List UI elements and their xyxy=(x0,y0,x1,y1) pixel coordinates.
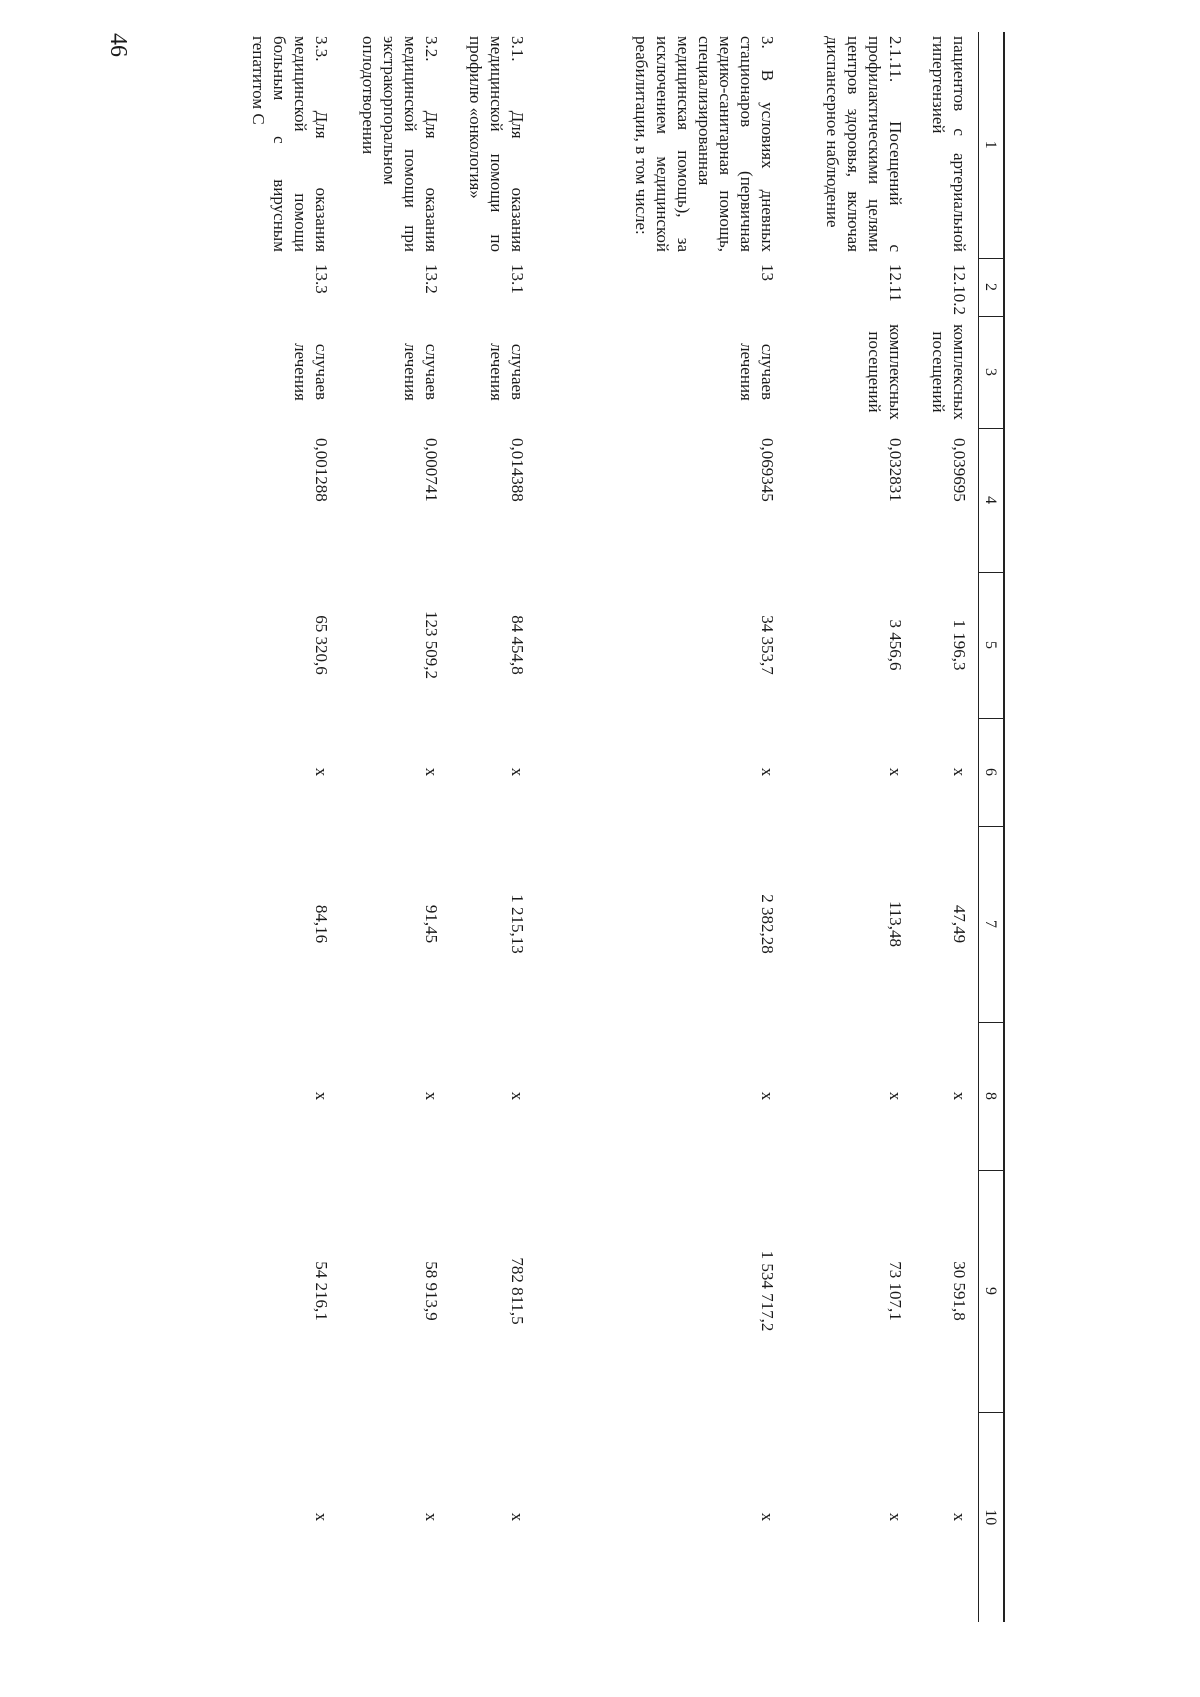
x-cell: х xyxy=(950,1512,969,1522)
x-cell: х xyxy=(422,1091,442,1101)
row-code: 12.11 xyxy=(886,264,906,302)
table-row xyxy=(915,32,979,1622)
header-col-3: 3 xyxy=(979,316,1005,428)
x-cell: х xyxy=(422,1512,442,1522)
row-code: 13.2 xyxy=(422,264,442,294)
value-cell: 1 215,13 xyxy=(508,894,528,954)
data-table xyxy=(195,32,1005,1622)
value-cell: 91,45 xyxy=(422,904,442,944)
table-row xyxy=(537,32,787,1622)
row-label: 3.2. Для оказания медицинской помощи при экстракорпоральном оплодотворении xyxy=(359,36,442,252)
x-cell: х xyxy=(886,767,906,777)
header-col-7: 7 xyxy=(979,826,1005,1022)
row-code: 12.10.2 xyxy=(950,264,969,315)
x-cell: х xyxy=(886,1091,906,1101)
row-code: 13.1 xyxy=(508,264,528,294)
row-code: 13.3 xyxy=(312,264,332,294)
unit-cell: случаев лечения xyxy=(291,343,332,401)
x-cell: х xyxy=(422,767,442,777)
x-cell: х xyxy=(758,767,778,777)
cost-cell: 3 456,6 xyxy=(886,619,906,671)
header-col-5: 5 xyxy=(979,572,1005,718)
norm-cell: 0,001288 xyxy=(312,438,332,502)
x-cell: х xyxy=(312,1512,332,1522)
value-cell: 2 382,28 xyxy=(758,894,778,954)
x-cell: х xyxy=(508,1512,528,1522)
header-col-6: 6 xyxy=(979,718,1005,826)
norm-cell: 0,039695 xyxy=(950,438,969,502)
x-cell: х xyxy=(758,1512,778,1522)
header-col-4: 4 xyxy=(979,428,1005,572)
table-row xyxy=(341,32,451,1622)
row-label: 3. В условиях дневных стационаров (первичная медико-санитарная помощь, специализированная медицинская помощь), за исключением медицинской реабилитации, в том числе: xyxy=(632,36,778,252)
header-col-1: 1 xyxy=(979,32,1005,258)
value-cell: 47,49 xyxy=(950,904,969,944)
unit-cell: случаев лечения xyxy=(401,343,442,401)
norm-cell: 0,032831 xyxy=(886,438,906,502)
page-number: 46 xyxy=(105,33,131,57)
unit-cell: комплексных посещений xyxy=(865,324,906,420)
amount-cell: 54 216,1 xyxy=(312,1261,332,1321)
table-row xyxy=(451,32,537,1622)
norm-cell: 0,014388 xyxy=(508,438,528,502)
amount-cell: 782 811,5 xyxy=(508,1257,528,1325)
cost-cell: 34 353,7 xyxy=(758,615,778,675)
table-row xyxy=(195,32,341,1622)
x-cell: х xyxy=(508,767,528,777)
header-col-2: 2 xyxy=(979,258,1005,316)
value-cell: 113,48 xyxy=(886,900,906,948)
unit-cell: случаев лечения xyxy=(737,343,778,401)
row-label: пациентов с артериальной гипертензией xyxy=(929,36,969,252)
x-cell: х xyxy=(312,767,332,777)
cost-cell: 84 454,8 xyxy=(508,615,528,675)
rotated-table-sheet xyxy=(195,32,1005,1622)
cost-cell: 65 320,6 xyxy=(312,615,332,675)
x-cell: х xyxy=(950,1091,969,1101)
x-cell: х xyxy=(508,1091,528,1101)
amount-cell: 73 107,1 xyxy=(886,1261,906,1321)
header-col-10: 10 xyxy=(979,1412,1005,1622)
amount-cell: 30 591,8 xyxy=(950,1261,969,1321)
header-col-8: 8 xyxy=(979,1022,1005,1170)
norm-cell: 0,069345 xyxy=(758,438,778,502)
x-cell: х xyxy=(312,1091,332,1101)
header-col-9: 9 xyxy=(979,1170,1005,1412)
amount-cell: 1 534 717,2 xyxy=(758,1250,778,1332)
amount-cell: 58 913,9 xyxy=(422,1261,442,1321)
cost-cell: 123 509,2 xyxy=(422,611,442,679)
header-row xyxy=(979,32,1005,1622)
unit-cell: случаев лечения xyxy=(487,343,528,401)
value-cell: 84,16 xyxy=(312,904,332,944)
row-code: 13 xyxy=(758,264,778,281)
norm-cell: 0,000741 xyxy=(422,438,442,502)
unit-cell: комплексных посещений xyxy=(929,324,969,420)
row-label: 3.3. Для оказания медицинской помощи больным с вирусным гепатитом С xyxy=(249,36,332,252)
x-cell: х xyxy=(758,1091,778,1101)
row-label: 3.1. Для оказания медицинской помощи по профилю «онкология» xyxy=(466,36,528,252)
row-label: 2.1.11. Посещений с профилактическими целями центров здоровья, включая диспансерное наблюдение xyxy=(823,36,906,252)
x-cell: х xyxy=(950,767,969,777)
x-cell: х xyxy=(886,1512,906,1522)
table-row xyxy=(787,32,915,1622)
cost-cell: 1 196,3 xyxy=(950,619,969,671)
